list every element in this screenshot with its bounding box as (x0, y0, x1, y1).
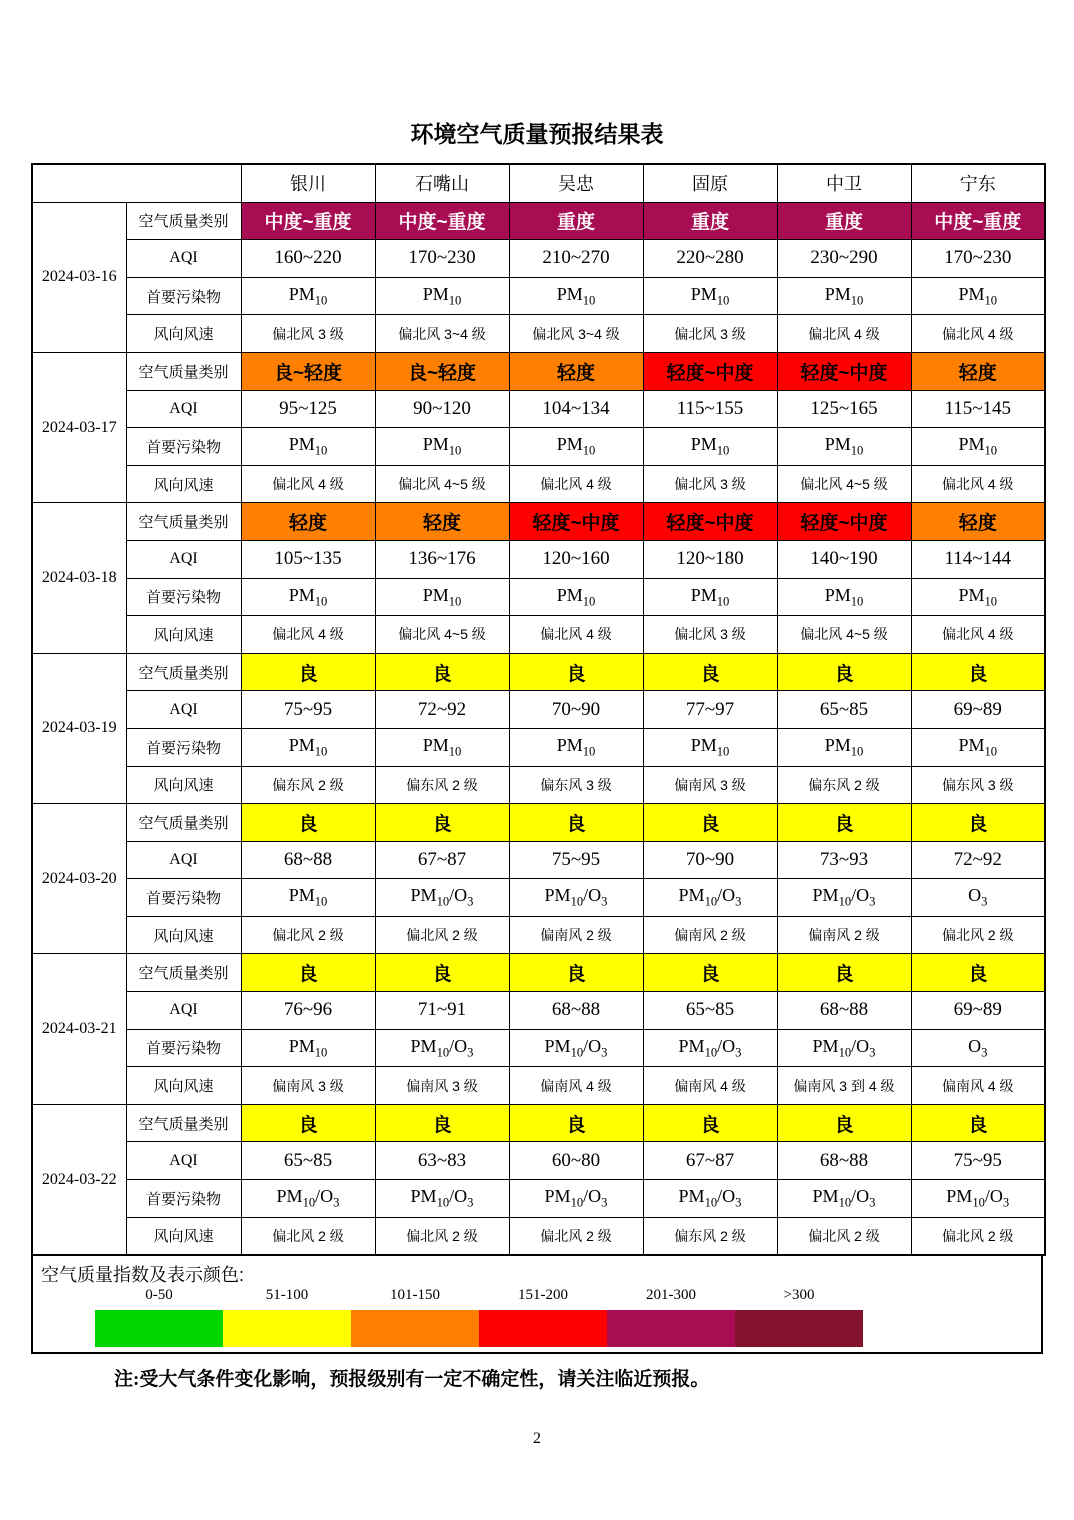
pollutant-cell: $PM_{10}$ (375, 428, 509, 466)
category-cell: 良 (509, 954, 643, 992)
pollutant-cell: $PM_{10}$ (643, 277, 777, 315)
row-label-aqi: AQI (126, 992, 241, 1030)
forecast-table (31, 163, 1046, 1256)
table-row (32, 202, 1045, 240)
category-cell: 重度 (509, 202, 643, 240)
pollutant-cell: $PM_{10}/O_3$ (911, 1180, 1045, 1218)
legend-range-label: 101-150 (390, 1287, 440, 1304)
category-cell: 轻度 (911, 352, 1045, 390)
city-header: 吴忠 (509, 164, 643, 202)
aqi-cell: 76~96 (241, 992, 375, 1030)
aqi-cell: 72~92 (911, 841, 1045, 879)
wind-cell: 偏北风 4 级 (241, 616, 375, 654)
table-row (32, 616, 1045, 654)
table-row (32, 428, 1045, 466)
category-cell: 良 (509, 653, 643, 691)
table-row (32, 578, 1045, 616)
aqi-cell: 115~155 (643, 390, 777, 428)
aqi-cell: 68~88 (777, 1142, 911, 1180)
pollutant-cell: $PM_{10}/O_3$ (777, 879, 911, 917)
row-label-pollutant: 首要污染物 (126, 578, 241, 616)
table-row (32, 728, 1045, 766)
pollutant-cell: $PM_{10}$ (911, 728, 1045, 766)
wind-cell: 偏北风 3 级 (241, 315, 375, 353)
category-cell: 轻度~中度 (777, 352, 911, 390)
page-number: 2 (533, 1430, 541, 1447)
aqi-cell: 75~95 (911, 1142, 1045, 1180)
city-header: 银川 (241, 164, 375, 202)
footnote: 注:受大气条件变化影响，预报级别有一定不确定性，请关注临近预报。 (114, 1369, 710, 1391)
category-cell: 良 (375, 954, 509, 992)
legend-range-label: >300 (783, 1287, 815, 1304)
legend-color-swatch (735, 1310, 863, 1347)
wind-cell: 偏南风 3 级 (241, 1067, 375, 1105)
wind-cell: 偏南风 4 级 (509, 1067, 643, 1105)
wind-cell: 偏南风 2 级 (509, 916, 643, 954)
aqi-cell: 67~87 (375, 841, 509, 879)
aqi-cell: 90~120 (375, 390, 509, 428)
date-cell: 2024-03-17 (32, 352, 126, 502)
legend-range-label: 201-300 (646, 1287, 696, 1304)
table-row (32, 315, 1045, 353)
aqi-cell: 125~165 (777, 390, 911, 428)
pollutant-cell: $PM_{10}$ (241, 728, 375, 766)
aqi-cell: 60~80 (509, 1142, 643, 1180)
legend-color-bar (95, 1310, 863, 1347)
row-label-category: 空气质量类别 (126, 352, 241, 390)
pollutant-cell: $PM_{10}$ (375, 277, 509, 315)
wind-cell: 偏东风 2 级 (643, 1217, 777, 1255)
date-cell: 2024-03-16 (32, 202, 126, 352)
table-row (32, 1067, 1045, 1105)
wind-cell: 偏北风 2 级 (241, 916, 375, 954)
category-cell: 良 (911, 954, 1045, 992)
category-cell: 良 (643, 1104, 777, 1142)
wind-cell: 偏北风 2 级 (509, 1217, 643, 1255)
legend-heading: 空气质量指数及表示颜色: (41, 1265, 244, 1286)
aqi-cell: 70~90 (643, 841, 777, 879)
category-cell: 中度~重度 (911, 202, 1045, 240)
aqi-cell: 65~85 (241, 1142, 375, 1180)
pollutant-cell: $PM_{10}$ (777, 578, 911, 616)
table-row (32, 766, 1045, 804)
page-title: 环境空气质量预报结果表 (410, 122, 664, 147)
wind-cell: 偏东风 2 级 (375, 766, 509, 804)
row-label-category: 空气质量类别 (126, 503, 241, 541)
category-cell: 良 (911, 804, 1045, 842)
category-cell: 良 (911, 1104, 1045, 1142)
wind-cell: 偏北风 4 级 (911, 616, 1045, 654)
table-row (32, 916, 1045, 954)
table-row (32, 390, 1045, 428)
date-cell: 2024-03-19 (32, 653, 126, 803)
table-row (32, 992, 1045, 1030)
pollutant-cell: $PM_{10}$ (911, 428, 1045, 466)
category-cell: 轻度~中度 (643, 352, 777, 390)
category-cell: 良 (375, 804, 509, 842)
pollutant-cell: $O_3$ (911, 1029, 1045, 1067)
forecast-table-body (32, 164, 1045, 1255)
wind-cell: 偏东风 2 级 (241, 766, 375, 804)
city-header: 石嘴山 (375, 164, 509, 202)
row-label-pollutant: 首要污染物 (126, 728, 241, 766)
wind-cell: 偏北风 4~5 级 (777, 465, 911, 503)
pollutant-cell: $PM_{10}$ (643, 578, 777, 616)
category-cell: 良 (777, 1104, 911, 1142)
pollutant-cell: $PM_{10}/O_3$ (643, 1180, 777, 1218)
pollutant-cell: $PM_{10}/O_3$ (509, 1180, 643, 1218)
table-row (32, 954, 1045, 992)
row-label-category: 空气质量类别 (126, 653, 241, 691)
wind-cell: 偏北风 2 级 (375, 916, 509, 954)
wind-cell: 偏北风 4 级 (241, 465, 375, 503)
row-label-aqi: AQI (126, 540, 241, 578)
aqi-cell: 230~290 (777, 240, 911, 278)
table-row (32, 465, 1045, 503)
pollutant-cell: $PM_{10}$ (509, 728, 643, 766)
category-cell: 良~轻度 (241, 352, 375, 390)
wind-cell: 偏北风 3~4 级 (509, 315, 643, 353)
category-cell: 轻度 (509, 352, 643, 390)
category-cell: 良 (777, 653, 911, 691)
wind-cell: 偏北风 4~5 级 (375, 616, 509, 654)
category-cell: 轻度~中度 (777, 503, 911, 541)
legend-color-swatch (479, 1310, 607, 1347)
wind-cell: 偏北风 3~4 级 (375, 315, 509, 353)
category-cell: 良 (509, 804, 643, 842)
category-cell: 良 (241, 653, 375, 691)
aqi-cell: 65~85 (777, 691, 911, 729)
table-row (32, 1029, 1045, 1067)
aqi-cell: 75~95 (241, 691, 375, 729)
wind-cell: 偏北风 4 级 (777, 315, 911, 353)
aqi-cell: 136~176 (375, 540, 509, 578)
wind-cell: 偏北风 2 级 (375, 1217, 509, 1255)
pollutant-cell: $PM_{10}/O_3$ (241, 1180, 375, 1218)
table-row (32, 1217, 1045, 1255)
pollutant-cell: $PM_{10}/O_3$ (643, 1029, 777, 1067)
aqi-cell: 105~135 (241, 540, 375, 578)
city-header: 固原 (643, 164, 777, 202)
wind-cell: 偏北风 2 级 (911, 916, 1045, 954)
wind-cell: 偏南风 2 级 (643, 916, 777, 954)
row-label-wind: 风向风速 (126, 766, 241, 804)
table-row (32, 277, 1045, 315)
category-cell: 良 (375, 653, 509, 691)
wind-cell: 偏北风 3 级 (643, 616, 777, 654)
row-label-aqi: AQI (126, 390, 241, 428)
wind-cell: 偏东风 3 级 (509, 766, 643, 804)
pollutant-cell: $PM_{10}$ (375, 728, 509, 766)
row-label-pollutant: 首要污染物 (126, 428, 241, 466)
aqi-cell: 73~93 (777, 841, 911, 879)
row-label-category: 空气质量类别 (126, 1104, 241, 1142)
pollutant-cell: $PM_{10}$ (777, 277, 911, 315)
table-row (32, 352, 1045, 390)
pollutant-cell: $PM_{10}$ (777, 728, 911, 766)
table-row (32, 240, 1045, 278)
aqi-cell: 160~220 (241, 240, 375, 278)
table-row (32, 1104, 1045, 1142)
wind-cell: 偏北风 3 级 (643, 465, 777, 503)
aqi-cell: 68~88 (509, 992, 643, 1030)
pollutant-cell: $PM_{10}$ (241, 879, 375, 917)
date-cell: 2024-03-18 (32, 503, 126, 653)
category-cell: 良 (643, 653, 777, 691)
row-label-wind: 风向风速 (126, 1067, 241, 1105)
category-cell: 良 (777, 804, 911, 842)
pollutant-cell: $PM_{10}$ (509, 578, 643, 616)
wind-cell: 偏北风 4 级 (911, 465, 1045, 503)
category-cell: 轻度 (241, 503, 375, 541)
city-header: 宁东 (911, 164, 1045, 202)
legend-color-swatch (95, 1310, 223, 1347)
pollutant-cell: $PM_{10}/O_3$ (375, 879, 509, 917)
pollutant-cell: $PM_{10}/O_3$ (509, 879, 643, 917)
row-label-pollutant: 首要污染物 (126, 1029, 241, 1067)
wind-cell: 偏北风 4 级 (911, 315, 1045, 353)
wind-cell: 偏北风 4~5 级 (375, 465, 509, 503)
aqi-cell: 120~180 (643, 540, 777, 578)
aqi-cell: 210~270 (509, 240, 643, 278)
legend-range-labels (95, 1287, 863, 1304)
aqi-cell: 114~144 (911, 540, 1045, 578)
aqi-cell: 104~134 (509, 390, 643, 428)
legend-range-label: 51-100 (265, 1287, 309, 1304)
wind-cell: 偏北风 4~5 级 (777, 616, 911, 654)
date-cell: 2024-03-22 (32, 1104, 126, 1255)
wind-cell: 偏南风 4 级 (643, 1067, 777, 1105)
wind-cell: 偏南风 2 级 (777, 916, 911, 954)
wind-cell: 偏北风 2 级 (777, 1217, 911, 1255)
aqi-legend (31, 1256, 1043, 1354)
row-label-category: 空气质量类别 (126, 202, 241, 240)
category-cell: 重度 (777, 202, 911, 240)
pollutant-cell: $PM_{10}$ (509, 428, 643, 466)
pollutant-cell: $PM_{10}/O_3$ (509, 1029, 643, 1067)
row-label-pollutant: 首要污染物 (126, 277, 241, 315)
row-label-category: 空气质量类别 (126, 954, 241, 992)
table-row (32, 804, 1045, 842)
pollutant-cell: $PM_{10}$ (241, 428, 375, 466)
aqi-cell: 69~89 (911, 691, 1045, 729)
category-cell: 良 (509, 1104, 643, 1142)
category-cell: 良 (911, 653, 1045, 691)
row-label-pollutant: 首要污染物 (126, 879, 241, 917)
wind-cell: 偏北风 4 级 (509, 465, 643, 503)
pollutant-cell: $PM_{10}$ (643, 728, 777, 766)
aqi-cell: 95~125 (241, 390, 375, 428)
legend-range-label: 0-50 (145, 1287, 173, 1304)
category-cell: 轻度~中度 (643, 503, 777, 541)
wind-cell: 偏北风 2 级 (911, 1217, 1045, 1255)
category-cell: 中度~重度 (375, 202, 509, 240)
pollutant-cell: $PM_{10}$ (911, 277, 1045, 315)
aqi-cell: 71~91 (375, 992, 509, 1030)
pollutant-cell: $PM_{10}/O_3$ (375, 1180, 509, 1218)
category-cell: 良 (643, 804, 777, 842)
aqi-cell: 75~95 (509, 841, 643, 879)
legend-color-swatch (223, 1310, 351, 1347)
pollutant-cell: $PM_{10}/O_3$ (777, 1180, 911, 1218)
wind-cell: 偏南风 4 级 (911, 1067, 1045, 1105)
legend-range-label: 151-200 (518, 1287, 568, 1304)
category-cell: 轻度 (375, 503, 509, 541)
table-row (32, 653, 1045, 691)
city-header: 中卫 (777, 164, 911, 202)
date-cell: 2024-03-20 (32, 804, 126, 954)
table-row (32, 879, 1045, 917)
category-cell: 良 (375, 1104, 509, 1142)
wind-cell: 偏东风 2 级 (777, 766, 911, 804)
category-cell: 良 (241, 804, 375, 842)
row-label-wind: 风向风速 (126, 315, 241, 353)
category-cell: 轻度~中度 (509, 503, 643, 541)
table-row (32, 691, 1045, 729)
pollutant-cell: $PM_{10}$ (643, 428, 777, 466)
row-label-aqi: AQI (126, 240, 241, 278)
aqi-cell: 68~88 (241, 841, 375, 879)
wind-cell: 偏南风 3 到 4 级 (777, 1067, 911, 1105)
table-row (32, 503, 1045, 541)
table-row (32, 1142, 1045, 1180)
row-label-wind: 风向风速 (126, 616, 241, 654)
row-label-aqi: AQI (126, 691, 241, 729)
aqi-cell: 140~190 (777, 540, 911, 578)
aqi-cell: 72~92 (375, 691, 509, 729)
row-label-category: 空气质量类别 (126, 804, 241, 842)
pollutant-cell: $PM_{10}/O_3$ (643, 879, 777, 917)
legend-color-swatch (351, 1310, 479, 1347)
category-cell: 良 (241, 954, 375, 992)
aqi-cell: 77~97 (643, 691, 777, 729)
category-cell: 良 (241, 1104, 375, 1142)
pollutant-cell: $PM_{10}$ (241, 578, 375, 616)
aqi-cell: 170~230 (911, 240, 1045, 278)
aqi-cell: 69~89 (911, 992, 1045, 1030)
aqi-cell: 220~280 (643, 240, 777, 278)
wind-cell: 偏北风 3 级 (643, 315, 777, 353)
aqi-cell: 68~88 (777, 992, 911, 1030)
date-cell: 2024-03-21 (32, 954, 126, 1104)
category-cell: 重度 (643, 202, 777, 240)
wind-cell: 偏东风 3 级 (911, 766, 1045, 804)
pollutant-cell: $PM_{10}$ (241, 277, 375, 315)
row-label-wind: 风向风速 (126, 916, 241, 954)
category-cell: 轻度 (911, 503, 1045, 541)
aqi-cell: 115~145 (911, 390, 1045, 428)
category-cell: 良~轻度 (375, 352, 509, 390)
table-row (32, 1180, 1045, 1218)
wind-cell: 偏南风 3 级 (643, 766, 777, 804)
aqi-cell: 120~160 (509, 540, 643, 578)
wind-cell: 偏北风 2 级 (241, 1217, 375, 1255)
aqi-cell: 170~230 (375, 240, 509, 278)
aqi-cell: 67~87 (643, 1142, 777, 1180)
category-cell: 中度~重度 (241, 202, 375, 240)
wind-cell: 偏北风 4 级 (509, 616, 643, 654)
pollutant-cell: $PM_{10}/O_3$ (777, 1029, 911, 1067)
aqi-cell: 63~83 (375, 1142, 509, 1180)
pollutant-cell: $O_3$ (911, 879, 1045, 917)
table-row (32, 540, 1045, 578)
aqi-cell: 70~90 (509, 691, 643, 729)
row-label-aqi: AQI (126, 841, 241, 879)
row-label-wind: 风向风速 (126, 465, 241, 503)
pollutant-cell: $PM_{10}/O_3$ (375, 1029, 509, 1067)
row-label-wind: 风向风速 (126, 1217, 241, 1255)
wind-cell: 偏南风 3 级 (375, 1067, 509, 1105)
row-label-aqi: AQI (126, 1142, 241, 1180)
category-cell: 良 (643, 954, 777, 992)
table-row (32, 841, 1045, 879)
pollutant-cell: $PM_{10}$ (509, 277, 643, 315)
table-corner-cell (32, 164, 241, 202)
category-cell: 良 (777, 954, 911, 992)
row-label-pollutant: 首要污染物 (126, 1180, 241, 1218)
pollutant-cell: $PM_{10}$ (241, 1029, 375, 1067)
header-row (32, 164, 1045, 202)
aqi-cell: 65~85 (643, 992, 777, 1030)
legend-color-swatch (607, 1310, 735, 1347)
pollutant-cell: $PM_{10}$ (911, 578, 1045, 616)
pollutant-cell: $PM_{10}$ (777, 428, 911, 466)
pollutant-cell: $PM_{10}$ (375, 578, 509, 616)
